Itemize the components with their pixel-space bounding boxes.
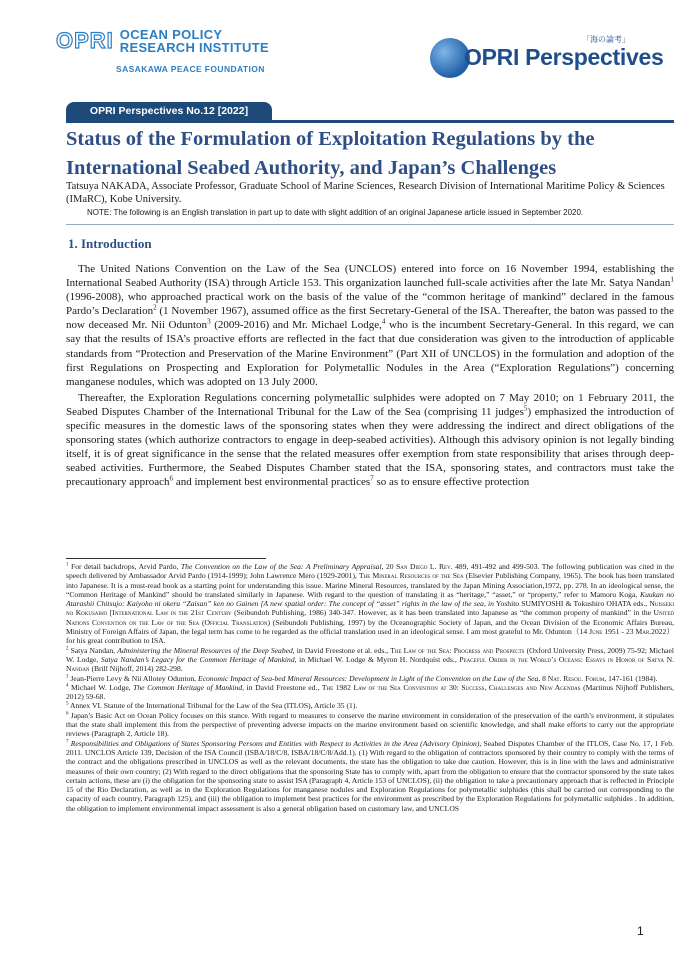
perspectives-jp-label: 「海の論考」 [582,35,630,44]
footnote-2: $^2$ Satya Nandan, Administering the Mineral Resources of the Deep Seabed, in David Freestone et al. eds., The Law of the Sea: Progress and Prospects (Oxford University Press, 2009) 75-92; Michael W. Lodge, Satya Nandan’s Legacy for the Common Heritage of Mankind, in Michael W. Lodge & Myron H. Nordquist eds., Peaceful Order in the World’s Oceans: Essays in Honor of Satya N. Nandan (Brill Nijhoff, 2014) 282-298. [66,645,674,674]
footnote-ref[interactable]: 4 [381,317,386,326]
footnote-ref[interactable]: 2 [153,303,157,312]
page-number: 1 [637,924,644,938]
issue-label: OPRI Perspectives No.12 [2022] [66,102,272,120]
section-heading: 1. Introduction [68,236,152,251]
footnote-ref[interactable]: 7 [370,474,374,483]
footnote-3: $^3$ Jean-Pierre Levy & Nii Allotey Odunton, Economic Impact of Sea-bed Mineral Resources: Development in Light of the Convention on the Law of the Sea, 8 Nat. Resou. Forum, 147-161 (1984). [66,673,658,683]
footnotes [66,562,674,813]
footnote-5: $^5$ Annex VI. Statute of the International Tribunal for the Law of the Sea (ITLOS), Article 35 (1). [66,701,358,711]
paragraph: Thereafter, the Exploration Regulations concerning polymetallic sulphides were adopted on 7 May 2010; on 1 February 2011, the Seabed Disputes Chamber of the International Tribunal for the Law of the Sea (comprising 11 judges$^5$) emphasized the introduction of specific measures in the domestic laws of the sponsoring states when they were addressing the indirect and direct obligations of the sponsoring states (which authorize contractors to engage in deep-seabed activities). Although this advisory opinion is not legally binding itself, it is of great significance in the sense that the related measures offer exemption from state responsibility that arises through deep-seabed activities. Furthermore, the Seabed Disputes Chamber stated that the ISA, sponsoring states, and contractors must take the precautionary approach$^6$ and implement best environmental practices$^7$ so as to ensure effective protection [66,391,674,489]
perspectives-logo [430,35,664,80]
page-header [0,0,690,92]
footnote-rule [66,558,266,559]
footnote-4: $^4$ Michael W. Lodge, The Common Heritage of Mankind, in David Freestone ed., The 1982 Law of the Sea Convention at 30: Success, Challenges and New Agendas (Martinus Nijhoff Publishers, 2012) 59-68. [66,682,674,702]
opri-logo-mark: OPRI [56,28,114,53]
footnote-1: $^1$ For detail backdrops, Arvid Pardo, The Convention on the Law of the Sea: A Preliminary Appraisal, 20 San Diego L. Rev. 489, 491-492 and 499-503. The following publication was cited in the speech delivered by Ambassador Arvid Pardo (1914-1999); John Lawrence Mero (1929-2001), The Mineral Resources of the Sea (Elsevier Publishing Company, 1965). The book has been translated into Japanese. It is a must-read book as a starting point for understanding this issue. Marine Mineral Resources, translated by the Japan Mining Association,1972, pp. 278. In an ideological sense, the “Common Heritage of Mankind” should be translated similarly in Japanese. With regard to the question of translating it as “heritage,” “asset,” or “property,” refer to Mamoru Koga, Kuukan no Atarashii Chitsujo: Kaiyoho ni okeru “Zaisan” ken no Gainen [A new spatial order: The concept of “asset” rights in the law of the sea, in Yoshito SUMIYOSHI & Tokushiro OHATA eds., Nuisseki no Kokusaiho [International Law in the 21st Century (Seibundoh Publishing, 1986) 340-347. However, as it has been translated into Japanese as “the common property of mankind” in the United Nations Convention on the Law of the Sea (Official Translation) (Seibundoh Publishing, 1997) by the Oceanographic Society of Japan, and the Ocean Division of the Economic Affairs Bureau, Ministry of Foreign Affairs of Japan, the legal term has come to be regarded as the official translation used in an ideological sense. I am most grateful to Mr. Odunton（14 June 1951 - 23 Mar.2022）for his great contribution to ISA. [66,562,675,646]
divider [66,224,674,225]
translation-note: NOTE: The following is an English translation in part up to date with slight addition of an original Japanese article issued in September 2020. [87,208,584,217]
footnote-ref[interactable]: 1 [670,275,674,284]
footnote-6: $^6$ Japan’s Basic Act on Ocean Policy focuses on this stance. With regard to measures to conserve the marine environment in consideration of the preservation of the earth’s environment, it stipulates that the state shall implement this from the perspective of preventing adverse impacts on the marine environment based on scientific knowledge, and shall make efforts to carry out the appropriate reviews (Paragraph 2, Article 18). [66,710,674,739]
footnote-ref[interactable]: 5 [523,404,528,413]
footnote-7: $^7$ Responsibilities and Obligations of States Sponsoring Persons and Entities with Respect to Activities in the Area (Advisory Opinion), Seabed Disputes Chamber of the ITLOS, Case No. 17, 1 Feb. 2011. UNCLOS Article 139, Decision of the ISA Council (ISBA/18/C/8, ISBA/18/C/8/Add.1). (1) With regard to the obligation of contractors sponsored by their country to comply with the terms of the contract and the obligations prescribed in UNCLOS as well as the relevant documents, the state has the obligation to take due caution. However, this is in line with the laws and administrative measures of their own country; (2) With regard to the direct obligations that the sponsoring State has to comply with, apart from the obligation to ensure that the contractor sponsored by the state takes certain actions, these are (i) the obligation for the sponsoring state to assist ISA (Paragraph 4, Article 153 of UNCLOS), (ii) the obligation to take a precautionary approach that is reflected in Principle 15 of the Rio Declaration, as well as in the Exploration Regulations for manganese nodules and Exploration Regulations for polymetallic sulphides (this shall be carried out corresponding to the capacity of each country, Paragraph 125), and (iii) the obligation to implement best practices for the environment as prescribed by the Exploration Regulations for polymetallic sulphides . In addition, the obligation to implement environmental impact assessment is also a general obligation based on customary law, and UNCLOS [66,738,674,813]
body-text [66,262,674,490]
opri-logo [56,28,269,54]
footnote-ref[interactable]: 6 [169,474,174,483]
institute-name-line1: OCEAN POLICY [119,27,223,42]
institute-name-line2: RESEARCH INSTITUTE [119,40,269,55]
institute-name [120,28,269,54]
article-title: Status of the Formulation of Exploitation Regulations by the International Seabed Authority, and Japan’s Challenges [66,128,595,179]
perspectives-title: OPRI Perspectives [464,44,664,70]
paragraph: The United Nations Convention on the Law of the Sea (UNCLOS) entered into force on 16 November 1994, establishing the International Seabed Authority (ISA) through Article 153. This organization launched full-scale activities after the late Mr. Satya Nandan$^1$ (1996-2008), who approached practical work on the basis of the value of the “common heritage of mankind” declared in the famous Pardo’s Declaration$^2$ (1 November 1967), assumed office as the first Secretary-General of the ISA. Thereafter, the baton was passed to the now deceased Mr. Nii Odunton$^3$ (2009-2016) and Mr. Michael Lodge,$^4$ who is the incumbent Secretary-General. In this regard, we can say that the results of ISA’s proactive efforts are reflected in the fact that due consideration was given to the introduction of applicable standards from “Protection and Preservation of the Marine Environment” (Part XII of UNCLOS) in the formulation and adoption of the first Regulations on Prospecting and Exploration for Polymetallic Nodules in the Area (“Exploration Regulations”) concerning manganese nodules, which was adopted on 13 July 2000. [66,263,674,388]
foundation-name: SASAKAWA PEACE FOUNDATION [116,64,265,74]
footnote-ref[interactable]: 3 [207,317,211,326]
header-rule [66,120,674,123]
author-line: Tatsuya NAKADA, Associate Professor, Graduate School of Marine Sciences, Research Division of International Maritime Policy & Sciences (IMaRC), Kobe University. [66,181,665,205]
